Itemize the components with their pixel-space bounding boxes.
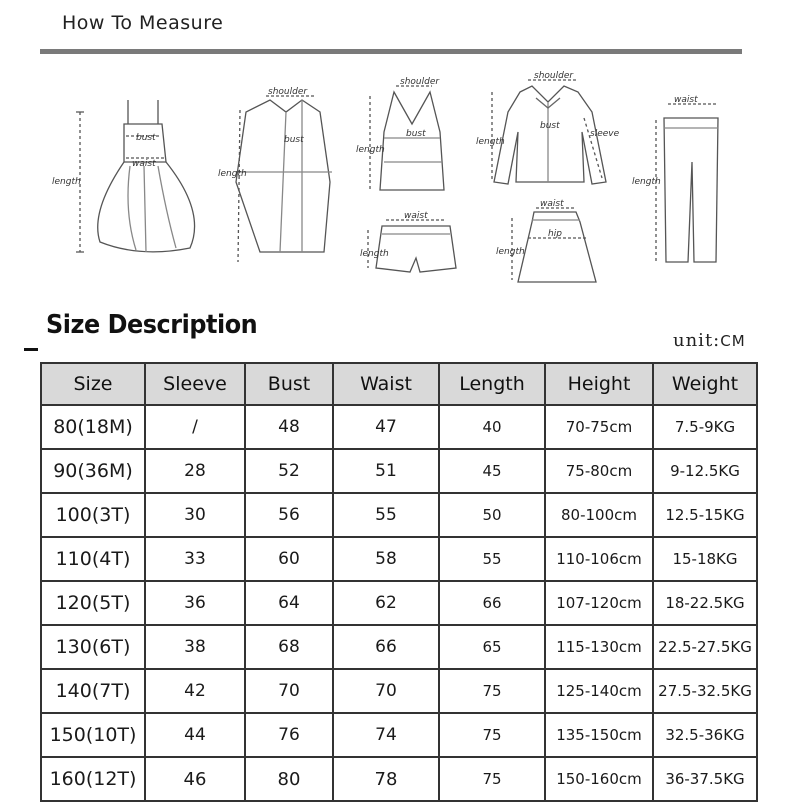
unit-label — [673, 330, 746, 351]
unit-value: CM — [720, 332, 746, 350]
header-divider — [40, 49, 742, 54]
length-cell: 40 — [439, 405, 545, 449]
length-cell: 45 — [439, 449, 545, 493]
length-cell: 65 — [439, 625, 545, 669]
coat-bust-label: bust — [284, 135, 304, 145]
weight-cell: 12.5-15KG — [653, 493, 757, 537]
size-cell: 120(5T) — [41, 581, 145, 625]
height-cell: 75-80cm — [545, 449, 653, 493]
skirt-illustration — [496, 199, 596, 282]
waist-cell: 62 — [333, 581, 439, 625]
length-cell: 75 — [439, 669, 545, 713]
blouse-shoulder-label: shoulder — [534, 71, 574, 81]
skirt-hip-label: hip — [548, 229, 562, 239]
column-header-size: Size — [41, 363, 145, 405]
height-cell: 115-130cm — [545, 625, 653, 669]
waist-cell: 55 — [333, 493, 439, 537]
waist-cell: 74 — [333, 713, 439, 757]
coat-shoulder-label: shoulder — [268, 87, 308, 97]
sleeve-cell: 36 — [145, 581, 245, 625]
column-header-weight: Weight — [653, 363, 757, 405]
pants-waist-label: waist — [674, 95, 698, 105]
bust-cell: 48 — [245, 405, 333, 449]
dress-length-label: length — [52, 177, 81, 187]
table-row — [41, 669, 757, 713]
sleeve-cell: 33 — [145, 537, 245, 581]
height-cell: 135-150cm — [545, 713, 653, 757]
shorts-length-label: length — [360, 249, 389, 259]
page-title: How To Measure — [62, 12, 224, 34]
coat-illustration — [218, 87, 332, 262]
column-header-bust: Bust — [245, 363, 333, 405]
size-table — [40, 362, 758, 802]
weight-cell: 36-37.5KG — [653, 757, 757, 801]
column-header-waist: Waist — [333, 363, 439, 405]
table-header-row — [41, 363, 757, 405]
weight-cell: 15-18KG — [653, 537, 757, 581]
section-title: Size Description — [46, 310, 258, 340]
vest-length-label: length — [356, 145, 385, 155]
sleeve-cell: 42 — [145, 669, 245, 713]
blouse-length-label: length — [476, 137, 505, 147]
size-cell: 160(12T) — [41, 757, 145, 801]
dress-illustration — [52, 100, 195, 252]
height-cell: 70-75cm — [545, 405, 653, 449]
size-cell: 80(18M) — [41, 405, 145, 449]
sleeve-cell: 46 — [145, 757, 245, 801]
unit-prefix: unit: — [673, 330, 721, 351]
height-cell: 150-160cm — [545, 757, 653, 801]
sleeve-cell: / — [145, 405, 245, 449]
length-cell: 75 — [439, 757, 545, 801]
skirt-waist-label: waist — [540, 199, 564, 209]
vest-bust-label: bust — [406, 129, 426, 139]
bust-cell: 70 — [245, 669, 333, 713]
bust-cell: 64 — [245, 581, 333, 625]
pants-illustration — [632, 95, 718, 262]
table-row — [41, 537, 757, 581]
size-cell: 100(3T) — [41, 493, 145, 537]
column-header-length: Length — [439, 363, 545, 405]
sleeve-cell: 28 — [145, 449, 245, 493]
waist-cell: 78 — [333, 757, 439, 801]
bust-cell: 52 — [245, 449, 333, 493]
section-marker — [24, 348, 38, 351]
bust-cell: 80 — [245, 757, 333, 801]
column-header-height: Height — [545, 363, 653, 405]
waist-cell: 66 — [333, 625, 439, 669]
blouse-sleeve-label: sleeve — [590, 129, 620, 139]
vest-shoulder-label: shoulder — [400, 77, 440, 87]
blouse-bust-label: bust — [540, 121, 560, 131]
pants-length-label: length — [632, 177, 661, 187]
blouse-illustration — [476, 71, 620, 184]
bust-cell: 60 — [245, 537, 333, 581]
height-cell: 125-140cm — [545, 669, 653, 713]
bust-cell: 56 — [245, 493, 333, 537]
waist-cell: 51 — [333, 449, 439, 493]
coat-length-label: length — [218, 169, 247, 179]
weight-cell: 32.5-36KG — [653, 713, 757, 757]
dress-bust-label: bust — [136, 133, 156, 143]
weight-cell: 9-12.5KG — [653, 449, 757, 493]
size-cell: 140(7T) — [41, 669, 145, 713]
table-row — [41, 581, 757, 625]
waist-cell: 47 — [333, 405, 439, 449]
dress-waist-label: waist — [132, 159, 156, 169]
waist-cell: 70 — [333, 669, 439, 713]
table-row — [41, 713, 757, 757]
shorts-waist-label: waist — [404, 211, 428, 221]
length-cell: 66 — [439, 581, 545, 625]
shorts-illustration — [360, 211, 456, 272]
vest-illustration — [356, 77, 444, 190]
waist-cell: 58 — [333, 537, 439, 581]
table-row — [41, 625, 757, 669]
sleeve-cell: 44 — [145, 713, 245, 757]
bust-cell: 76 — [245, 713, 333, 757]
height-cell: 107-120cm — [545, 581, 653, 625]
column-header-sleeve: Sleeve — [145, 363, 245, 405]
table-row — [41, 449, 757, 493]
height-cell: 80-100cm — [545, 493, 653, 537]
size-cell: 110(4T) — [41, 537, 145, 581]
weight-cell: 18-22.5KG — [653, 581, 757, 625]
size-cell: 90(36M) — [41, 449, 145, 493]
table-row — [41, 405, 757, 449]
sleeve-cell: 38 — [145, 625, 245, 669]
size-cell: 130(6T) — [41, 625, 145, 669]
weight-cell: 27.5-32.5KG — [653, 669, 757, 713]
length-cell: 75 — [439, 713, 545, 757]
size-cell: 150(10T) — [41, 713, 145, 757]
weight-cell: 22.5-27.5KG — [653, 625, 757, 669]
skirt-length-label: length — [496, 247, 525, 257]
table-row — [41, 493, 757, 537]
measurement-illustrations — [40, 62, 760, 302]
length-cell: 55 — [439, 537, 545, 581]
length-cell: 50 — [439, 493, 545, 537]
sleeve-cell: 30 — [145, 493, 245, 537]
height-cell: 110-106cm — [545, 537, 653, 581]
weight-cell: 7.5-9KG — [653, 405, 757, 449]
bust-cell: 68 — [245, 625, 333, 669]
table-row — [41, 757, 757, 801]
